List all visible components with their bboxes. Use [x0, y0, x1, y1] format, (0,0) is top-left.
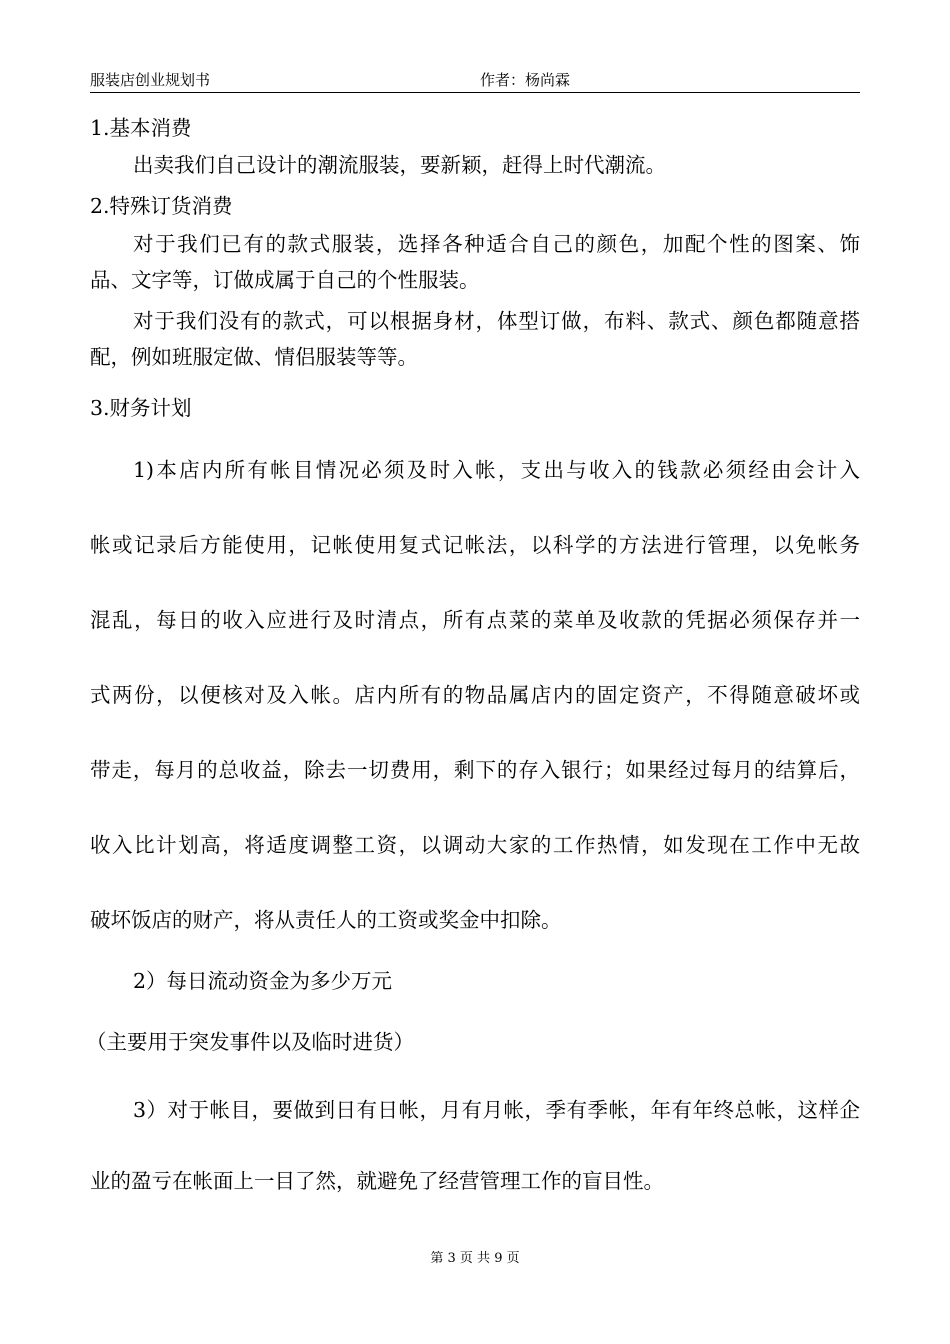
financial-item-1-line-6: 收入比计划高，将适度调整工资，以调动大家的工作热情，如发现在工作中无故: [90, 833, 860, 857]
financial-item-3-line-2: 业的盈亏在帐面上一目了然，就避免了经营管理工作的盲目性。: [90, 1169, 664, 1193]
header-author: 作者：杨尚霖: [480, 71, 571, 89]
financial-item-1-line-2: 帐或记录后方能使用，记帐使用复式记帐法，以科学的方法进行管理，以免帐务: [90, 533, 860, 557]
page-number-footer: 第 3 页 共 9 页: [430, 1251, 520, 1266]
heading-basic-consumption: 1.基本消费: [90, 116, 192, 140]
financial-item-1-line-7: 破坏饭店的财产，将从责任人的工资或奖金中扣除。: [90, 908, 562, 932]
financial-item-1-line-5: 带走，每月的总收益，除去一切费用，剩下的存入银行；如果经过每月的结算后，: [90, 758, 860, 782]
paragraph-special-orders-line-2: 品、文字等，订做成属于自己的个性服装。: [90, 268, 480, 292]
paragraph-custom-orders-line-2: 配，例如班服定做、情侣服装等等。: [90, 345, 418, 369]
financial-item-1-line-3: 混乱，每日的收入应进行及时清点，所有点菜的菜单及收款的凭据必须保存并一: [90, 608, 860, 632]
financial-item-3-line-1: 3）对于帐目，要做到日有日帐，月有月帐，季有季帐，年有年终总帐，这样企: [133, 1098, 860, 1122]
header-title: 服装店创业规划书: [90, 71, 211, 89]
heading-special-orders: 2.特殊订货消费: [90, 194, 233, 218]
financial-item-1-line-1: 1)本店内所有帐目情况必须及时入帐，支出与收入的钱款必须经由会计入: [133, 458, 860, 482]
paragraph-custom-orders-line-1: 对于我们没有的款式，可以根据身材，体型订做，布料、款式、颜色都随意搭: [133, 309, 860, 333]
paragraph-basic-consumption: 出卖我们自己设计的潮流服装，要新颖，赶得上时代潮流。: [133, 153, 666, 177]
paragraph-special-orders-line-1: 对于我们已有的款式服装，选择各种适合自己的颜色，加配个性的图案、饰: [133, 232, 860, 256]
financial-item-1-line-4: 式两份，以便核对及入帐。店内所有的物品属店内的固定资产，不得随意破坏或: [90, 683, 860, 707]
financial-item-2-line-2: （主要用于突发事件以及临时进货）: [86, 1030, 414, 1054]
page-header: [90, 70, 860, 93]
financial-item-2-line-1: 2）每日流动资金为多少万元: [133, 969, 393, 993]
heading-financial-plan: 3.财务计划: [90, 396, 192, 420]
